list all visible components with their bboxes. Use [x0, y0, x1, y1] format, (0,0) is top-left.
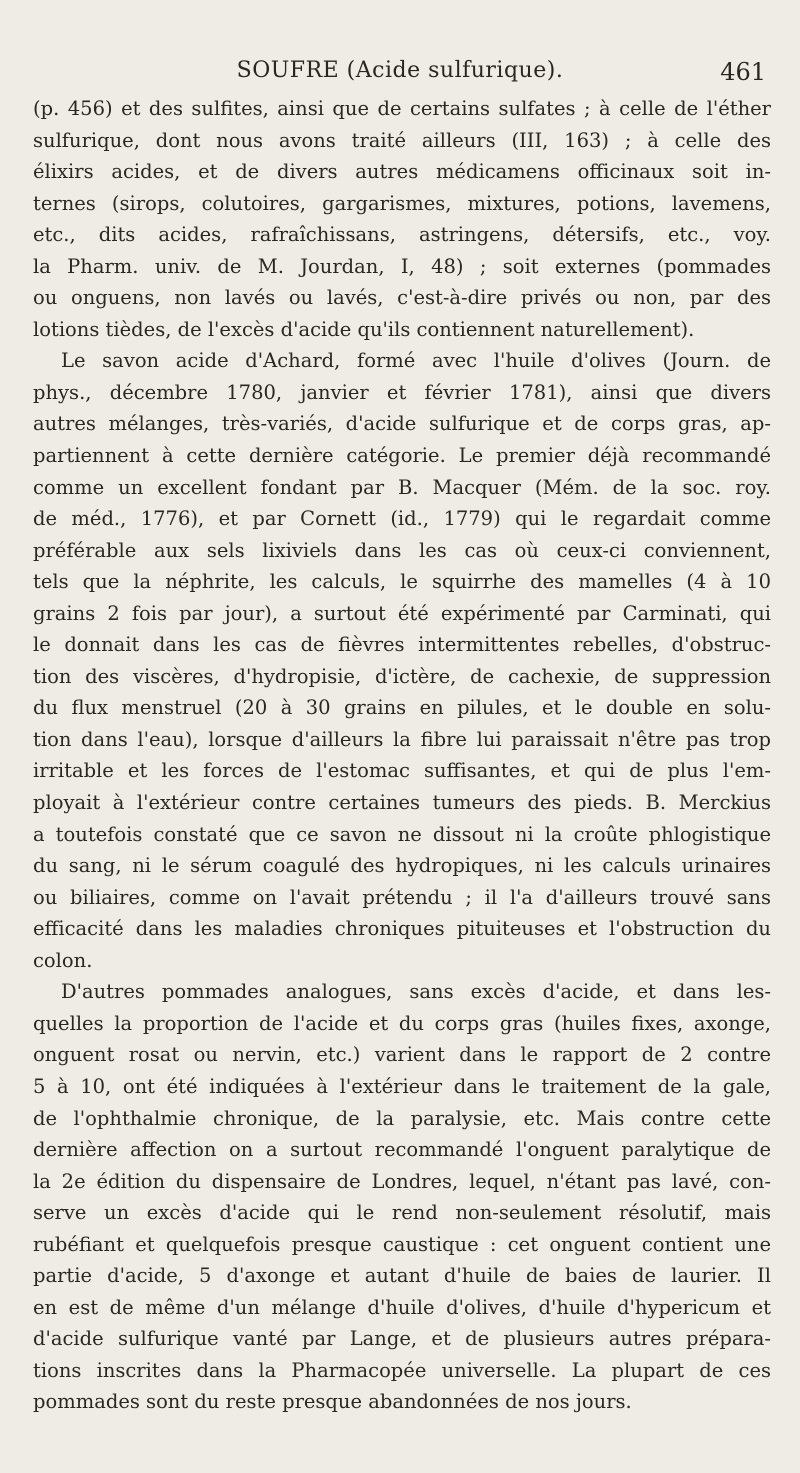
text-line: tion des viscères, d'hydropisie, d'ictère, de cachexie, de suppression	[33, 664, 771, 688]
text-line: grains 2 fois par jour), a surtout été expérimenté par Carminati, qui	[33, 601, 771, 625]
text-line: rubéfiant et quelquefois presque caustique : cet onguent contient une	[33, 1232, 771, 1256]
text-line: efficacité dans les maladies chroniques pituiteuses et l'obstruction du	[33, 917, 771, 941]
text-line: comme un excellent fondant par B. Macquer (Mém. de la soc. roy.	[33, 475, 771, 499]
text-line: phys., décembre 1780, janvier et février 1781), ainsi que divers	[33, 380, 771, 404]
text-line: de l'ophthalmie chronique, de la paralysie, etc. Mais contre cette	[33, 1106, 771, 1130]
text-line: préférable aux sels lixiviels dans les cas où ceux-ci conviennent,	[33, 538, 771, 562]
text-line: dernière affection on a surtout recommandé l'onguent paralytique de	[33, 1138, 771, 1162]
text-line: Le savon acide d'Achard, formé avec l'huile d'olives (Journ. de	[61, 349, 771, 373]
text-line: D'autres pommades analogues, sans excès d'acide, et dans les-	[61, 980, 771, 1004]
text-line: lotions tièdes, de l'excès d'acide qu'ils contiennent naturellement).	[33, 317, 695, 341]
text-line: ou onguens, non lavés ou lavés, c'est-à-dire privés ou non, par des	[33, 286, 771, 310]
running-head	[30, 58, 770, 94]
text-line: pommades sont du reste presque abandonnées de nos jours.	[33, 1390, 632, 1414]
text-line: onguent rosat ou nervin, etc.) varient dans le rapport de 2 contre	[33, 1043, 771, 1067]
text-line: (p. 456) et des sulfites, ainsi que de certains sulfates ; à celle de l'éther	[33, 97, 771, 120]
text-line: la Pharm. univ. de M. Jourdan, I, 48) ; soit externes (pommades	[33, 254, 771, 278]
text-line: etc., dits acides, rafraîchissans, astringens, détersifs, etc., voy.	[33, 223, 771, 247]
text-line: tels que la néphrite, les calculs, le squirrhe des mamelles (4 à 10	[33, 570, 771, 594]
text-line: du sang, ni le sérum coagulé des hydropiques, ni les calculs urinaires	[33, 854, 771, 878]
text-line: la 2e édition du dispensaire de Londres, lequel, n'étant pas lavé, con-	[33, 1169, 771, 1193]
text-line: d'acide sulfurique vanté par Lange, et de plusieurs autres prépara-	[33, 1327, 771, 1351]
text-line: partiennent à cette dernière catégorie. Le premier déjà recommandé	[33, 444, 771, 468]
text-line: ployait à l'extérieur contre certaines tumeurs des pieds. B. Merckius	[33, 791, 771, 815]
text-line: irritable et les forces de l'estomac suffisantes, et qui de plus l'em-	[33, 759, 771, 783]
text-line: autres mélanges, très-variés, d'acide sulfurique et de corps gras, ap-	[33, 412, 771, 436]
text-line: sulfurique, dont nous avons traité ailleurs (III, 163) ; à celle des	[33, 128, 771, 152]
page-number: 461	[720, 58, 766, 86]
text-line: le donnait dans les cas de fièvres intermittentes rebelles, d'obstruc-	[33, 633, 771, 657]
text-line: tion dans l'eau), lorsque d'ailleurs la fibre lui paraissait n'être pas trop	[33, 727, 771, 751]
text-line: quelles la proportion de l'acide et du corps gras (huiles fixes, axonge,	[33, 1011, 771, 1035]
text-line: de méd., 1776), et par Cornett (id., 1779) qui le regardait comme	[33, 507, 771, 531]
text-line: 5 à 10, ont été indiquées à l'extérieur dans le traitement de la gale,	[33, 1074, 771, 1098]
text-line: ou biliaires, comme on l'avait prétendu ; il l'a d'ailleurs trouvé sans	[33, 885, 771, 909]
text-line: partie d'acide, 5 d'axonge et autant d'huile de baies de laurier. Il	[33, 1264, 771, 1288]
text-line: colon.	[33, 948, 93, 972]
running-head-title: SOUFRE (Acide sulfurique).	[236, 58, 564, 83]
text-line: élixirs acides, et de divers autres médicamens officinaux soit in-	[33, 160, 771, 184]
text-line: en est de même d'un mélange d'huile d'olives, d'huile d'hypericum et	[33, 1295, 771, 1319]
text-line: tions inscrites dans la Pharmacopée universelle. La plupart de ces	[33, 1358, 771, 1382]
text-line: a toutefois constaté que ce savon ne dissout ni la croûte phlogistique	[33, 822, 771, 846]
text-line: ternes (sirops, colutoires, gargarismes, mixtures, potions, lavemens,	[33, 191, 771, 215]
text-line: du flux menstruel (20 à 30 grains en pilules, et le double en solu-	[33, 696, 771, 720]
text-line: serve un excès d'acide qui le rend non-seulement résolutif, mais	[33, 1201, 771, 1225]
body-text	[33, 93, 771, 1418]
